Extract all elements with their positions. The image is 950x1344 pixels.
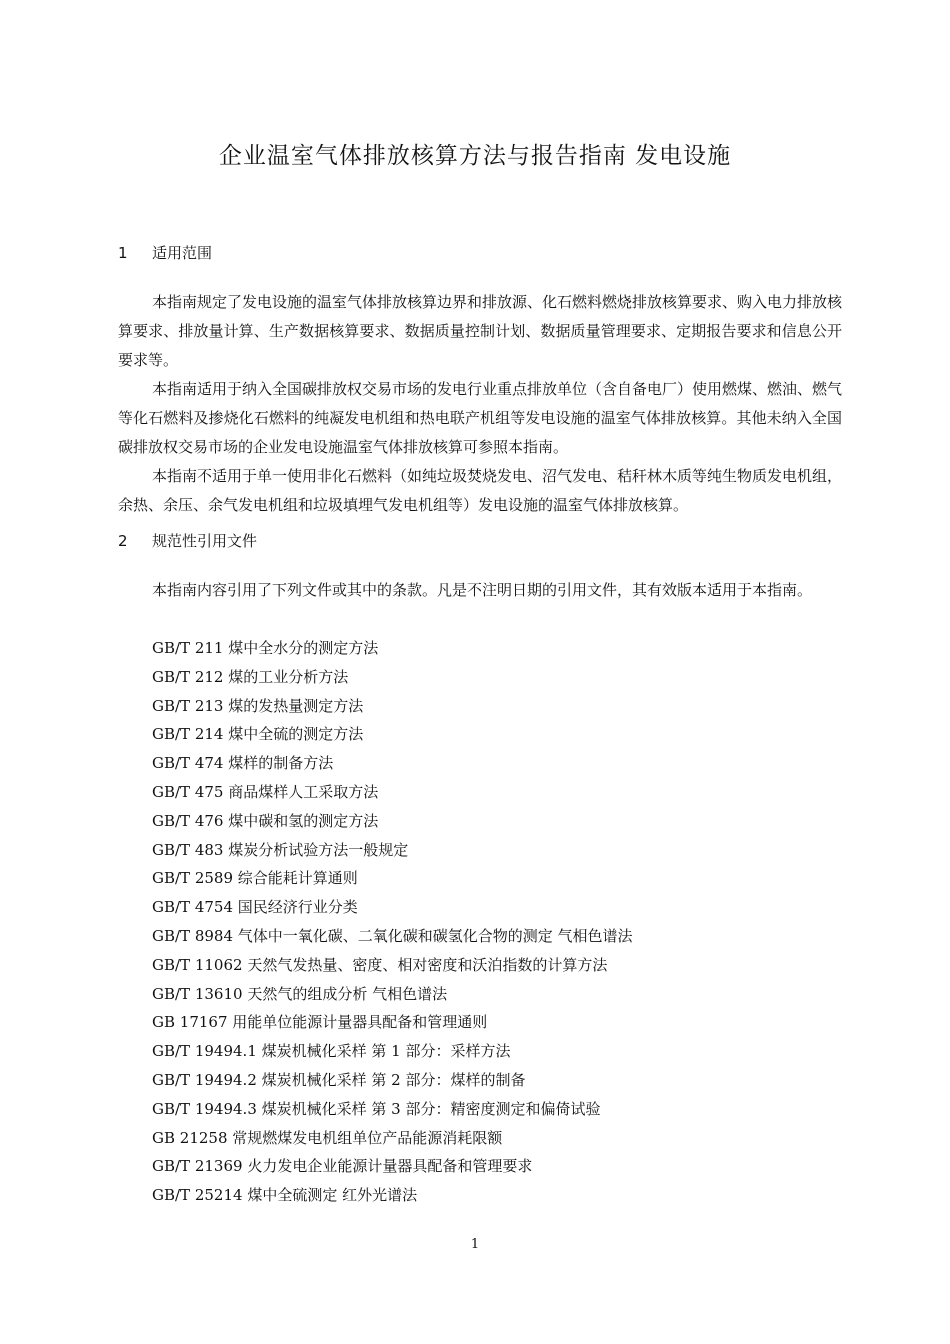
- reference-item: GB/T 213 煤的发热量测定方法: [152, 696, 364, 715]
- reference-item: GB/T 483 煤炭分析试验方法一般规定: [152, 840, 409, 859]
- scope-paragraph-3: 本指南不适用于单一使用非化石燃料（如纯垃圾焚烧发电、沼气发电、秸秆林木质等纯生物质发电机组，余热、余压、余气发电机组和垃圾填埋气发电机组等）发电设施的温室气体排放核算。: [118, 467, 843, 514]
- reference-item: GB/T 211 煤中全水分的测定方法: [152, 639, 379, 657]
- reference-item: GB 17167 用能单位能源计量器具配备和管理通则: [152, 1013, 488, 1032]
- reference-item: GB 21258 常规燃煤发电机组单位产品能源消耗限额: [152, 1128, 503, 1147]
- section-title: 规范性引用文件: [152, 532, 258, 550]
- section-number: 1: [118, 244, 128, 262]
- reference-item: GB/T 11062 天然气发热量、密度、相对密度和沃泊指数的计算方法: [152, 955, 608, 974]
- reference-item: GB/T 19494.1 煤炭机械化采样 第 1 部分：采样方法: [152, 1042, 511, 1061]
- reference-item: GB/T 8984 气体中一氧化碳、二氧化碳和碳氢化合物的测定 气相色谱法: [152, 926, 633, 945]
- reference-item: GB/T 2589 综合能耗计算通则: [152, 869, 358, 888]
- reference-item: GB/T 19494.2 煤炭机械化采样 第 2 部分：煤样的制备: [152, 1070, 526, 1089]
- scope-paragraph-2: 本指南适用于纳入全国碳排放权交易市场的发电行业重点排放单位（含自备电厂）使用燃煤、燃油、燃气等化石燃料及掺烧化石燃料的纯凝发电机组和热电联产机组等发电设施的温室气体排放核算。其他未纳入全国碳排放权交易市场的企业发电设施温室气体排放核算可参照本指南。: [118, 380, 843, 456]
- document-title: 企业温室气体排放核算方法与报告指南 发电设施: [218, 143, 732, 169]
- reference-item: GB/T 476 煤中碳和氢的测定方法: [152, 811, 379, 830]
- reference-item: GB/T 474 煤样的制备方法: [152, 754, 334, 773]
- reference-item: GB/T 19494.3 煤炭机械化采样 第 3 部分：精密度测定和偏倚试验: [152, 1099, 601, 1118]
- references-intro: 本指南内容引用了下列文件或其中的条款。凡是不注明日期的引用文件，其有效版本适用于本指南。: [152, 581, 813, 599]
- reference-list: [152, 634, 633, 1210]
- reference-item: GB/T 475 商品煤样人工采取方法: [152, 782, 379, 801]
- section-number: 2: [118, 532, 128, 550]
- reference-item: GB/T 212 煤的工业分析方法: [152, 667, 349, 686]
- page-number: 1: [470, 1237, 480, 1252]
- section-1-heading: [118, 242, 212, 264]
- reference-item: GB/T 13610 天然气的组成分析 气相色谱法: [152, 984, 448, 1003]
- reference-item: GB/T 214 煤中全硫的测定方法: [152, 725, 364, 744]
- section-title: 适用范围: [152, 244, 213, 262]
- reference-item: GB/T 21369 火力发电企业能源计量器具配备和管理要求: [152, 1157, 533, 1176]
- section-2-heading: [118, 530, 257, 552]
- scope-paragraph-1: 本指南规定了发电设施的温室气体排放核算边界和排放源、化石燃料燃烧排放核算要求、购入电力排放核算要求、排放量计算、生产数据核算要求、数据质量控制计划、数据质量管理要求、定期报告要求和信息公开要求等。: [118, 293, 843, 369]
- reference-item: GB/T 4754 国民经济行业分类: [152, 898, 358, 917]
- reference-item: GB/T 25214 煤中全硫测定 红外光谱法: [152, 1186, 418, 1205]
